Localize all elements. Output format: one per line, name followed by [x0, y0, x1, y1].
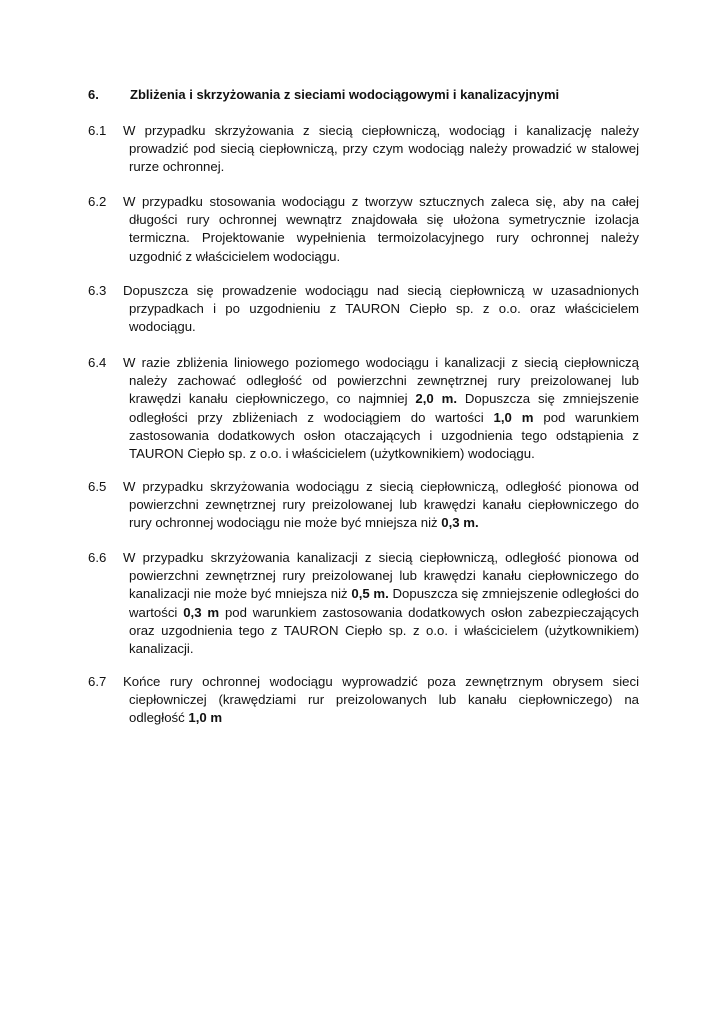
text-run: pod warunkiem zastosowania dodatkowych osłon otaczających i uzgodnienia tego odstąpienia z TAURON Ciepło sp. z o.o. i właścicielem (użytkownikiem) wodociągu.: [129, 409, 640, 462]
text-run: Końce rury ochronnej wodociągu wyprowadzić poza zewnętrznym obrysem sieci ciepłowniczej (krawędziami rur preizolowanych lub kanału ciepłowniczego) na odległość: [123, 674, 639, 726]
bold-value: 1,0 m: [493, 409, 534, 425]
paragraph-text: W przypadku skrzyżowania z siecią ciepłowniczą, wodociąg i kanalizację należy prowadzić pod siecią ciepłowniczą, przy czym wodociąg należy prowadzić w stalowej rurze ochronnej.: [123, 123, 639, 175]
paragraph-6-1: [88, 122, 639, 177]
text-run: W przypadku skrzyżowania kanalizacji z siecią ciepłowniczą, odległość pionowa od powierzchni zewnętrznej rury preizolowanej lub krawędzi kanału ciepłowniczego do kanalizacji nie może być mniejsza niż: [123, 550, 639, 602]
paragraph-text: W przypadku stosowania wodociągu z tworzyw sztucznych zaleca się, aby na całej długości rury ochronnej wewnątrz znajdowała się ułożona symetrycznie izolacja termiczna. Projektowanie wypełnienia termoizolacyjnego rury ochronnej należy uzgodnić z właścicielem wodociągu.: [123, 194, 639, 264]
paragraph-6-2: [88, 193, 639, 266]
bold-value: 0,3 m: [183, 604, 220, 620]
paragraph-6-5: [88, 478, 639, 533]
heading-title: Zbliżenia i skrzyżowania z sieciami wodociągowymi i kanalizacyjnymi: [130, 87, 560, 102]
text-run: Dopuszcza się zmniejszenie odległości przy zbliżeniach z wodociągiem do wartości: [129, 391, 639, 425]
paragraph-number: 6.4: [88, 355, 107, 370]
text-run: Dopuszcza się zmniejszenie odległości do wartości: [129, 586, 639, 620]
paragraph-number: 6.5: [88, 479, 107, 494]
paragraph-text: Dopuszcza się prowadzenie wodociągu nad siecią ciepłowniczą w uzasadnionych przypadkach i po uzgodnieniu z TAURON Ciepło sp. z o.o. oraz właścicielem wodociągu.: [123, 283, 639, 335]
paragraph-number: 6.1: [88, 123, 107, 138]
bold-value: 2,0 m.: [415, 391, 458, 407]
paragraph-6-3: [88, 282, 639, 337]
paragraph-text: [88, 478, 639, 533]
text-run: pod warunkiem zastosowania dodatkowych osłon zabezpieczających oraz uzgodnienia tego z TAURON Ciepło sp. z o.o. i właścicielem (użytkownikiem) kanalizacji.: [129, 604, 639, 657]
bold-value: 0,5 m.: [351, 586, 389, 602]
paragraph-number: 6.6: [88, 550, 107, 565]
bold-value: 0,3 m.: [441, 515, 479, 531]
text-run: W razie zbliżenia liniowego poziomego wodociągu i kanalizacji z siecią ciepłowniczą należy zachować odległość od powierzchni zewnętrznej rury preizolowanej lub krawędzi kanału ciepłowniczego, co najmniej: [123, 355, 639, 407]
section-heading: [88, 86, 559, 104]
bold-value: 1,0 m: [188, 710, 223, 726]
paragraph-number: 6.7: [88, 674, 107, 689]
paragraph-text: [88, 673, 639, 728]
paragraph-6-4: [88, 354, 639, 463]
heading-number: 6.: [88, 87, 99, 102]
paragraph-text: [88, 354, 639, 463]
paragraph-6-6: [88, 549, 639, 658]
paragraph-number: 6.3: [88, 283, 107, 298]
text-run: W przypadku skrzyżowania wodociągu z siecią ciepłowniczą, odległość pionowa od powierzchni zewnętrznej rury preizolowanej lub krawędzi kanału ciepłowniczego do rury ochronnej wodociągu nie może być mniejsza niż: [123, 479, 639, 531]
paragraph-6-7: [88, 673, 639, 728]
paragraph-text: [88, 549, 639, 658]
paragraph-number: 6.2: [88, 194, 107, 209]
